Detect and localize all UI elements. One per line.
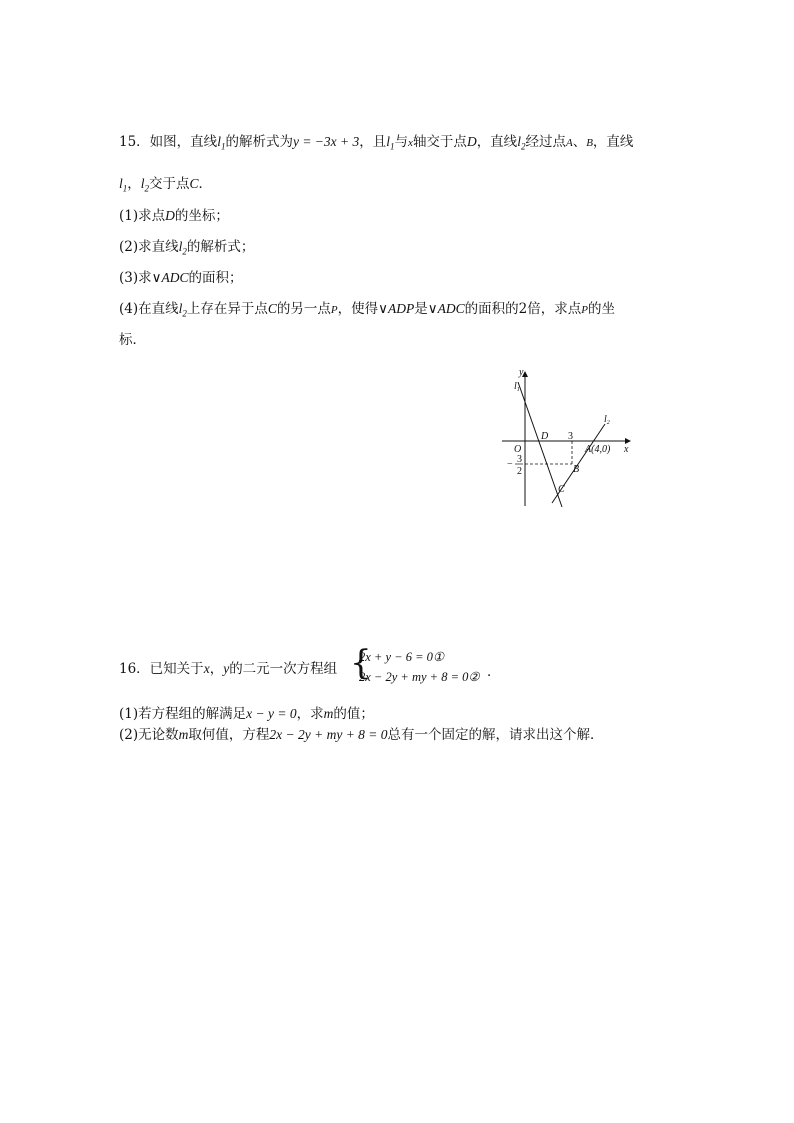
q16-part-2: (2)无论数m取何值，方程2x − 2y + my + 8 = 0总有一个固定的解，请求出这个解． bbox=[119, 727, 604, 743]
coordinate-figure bbox=[498, 366, 638, 511]
equation-1: 2x + y − 6 = 0① bbox=[359, 650, 445, 664]
l2-label: $l_2$ bbox=[604, 414, 610, 426]
l1-symbol: $l_1$ bbox=[217, 134, 226, 152]
q15-part-4: (4)在直线$l_2$上存在异于点C的另一点P，使得∨ADP是∨ADC的面积的2倍，求点P的坐 bbox=[119, 301, 615, 319]
figure-svg bbox=[498, 366, 638, 511]
frac-minus: − bbox=[507, 459, 513, 470]
l1-label: $l_1$ bbox=[514, 381, 520, 393]
equation-l1: y = −3x + 3 bbox=[292, 134, 360, 149]
q15-part-3: (3)求∨ADC的面积； bbox=[119, 270, 243, 286]
x-axis-label: x bbox=[624, 444, 629, 455]
q16-line-1: 16．已知关于x，y的二元一次方程组 bbox=[119, 661, 338, 677]
q15-line-2: $l_1$，$l_2$交于点C． bbox=[119, 176, 213, 194]
l2-symbol: $l_2$ bbox=[517, 134, 526, 152]
point-b-label: B bbox=[573, 464, 580, 475]
frac-den: 2 bbox=[517, 466, 522, 477]
q15-line-1: 15．如图，直线$l_1$的解析式为y = −3x + 3，且$l_1$与x轴交于点D，直线$l_2$经过点A、B，直线 bbox=[119, 134, 634, 152]
point-a-label: A(4,0) bbox=[585, 444, 611, 455]
system-brace: { bbox=[350, 643, 372, 683]
point-c-label: C bbox=[558, 484, 565, 495]
point-d-label: D bbox=[541, 431, 549, 442]
q16-period: ． bbox=[487, 664, 501, 680]
frac-num: 3 bbox=[517, 454, 522, 465]
q15-part-2: (2)求直线$l_2$的解析式； bbox=[119, 239, 255, 257]
q15-part-1: (1)求点D的坐标； bbox=[119, 208, 229, 224]
y-axis-label: y bbox=[519, 367, 524, 378]
equation-2: 2x − 2y + my + 8 = 0② bbox=[359, 670, 480, 684]
tick-3-label: 3 bbox=[568, 431, 573, 442]
triangle-symbol: ∨ bbox=[151, 270, 162, 286]
q16-part-1: (1)若方程组的解满足x − y = 0，求m的值； bbox=[119, 706, 374, 722]
q15-part-4-cont: 标． bbox=[119, 332, 146, 348]
origin-label: O bbox=[514, 444, 522, 455]
